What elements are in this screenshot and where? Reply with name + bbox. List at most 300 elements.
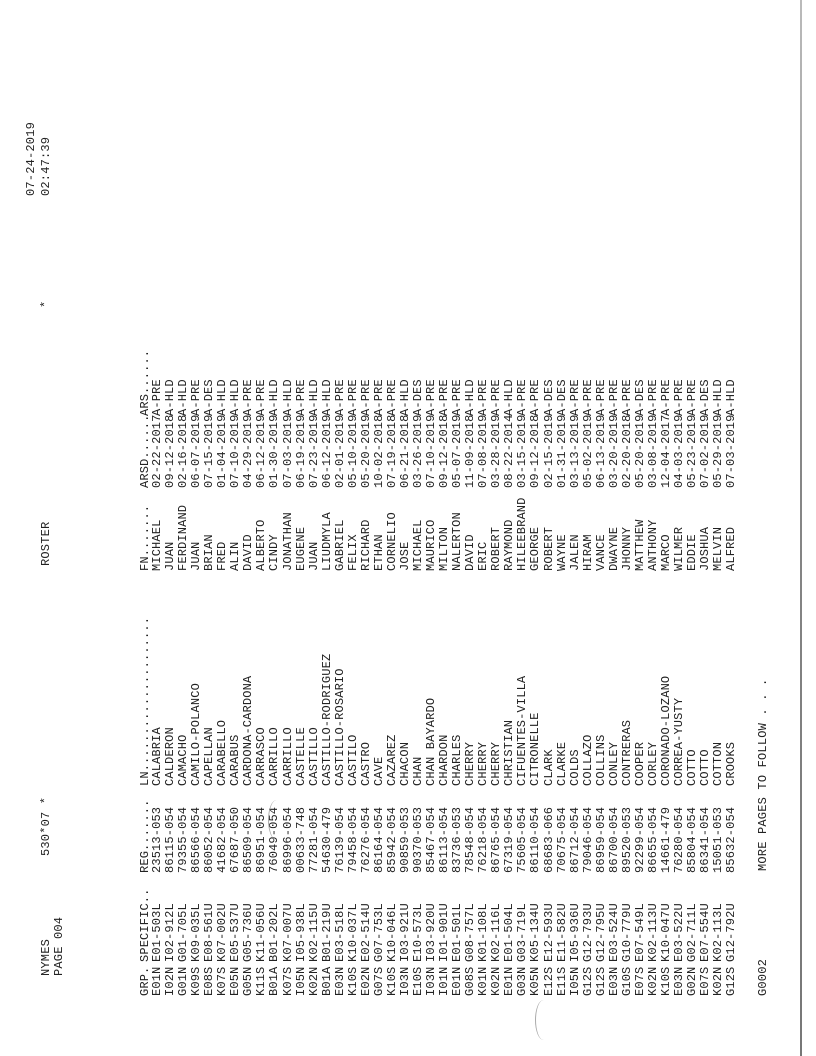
row-arsd-date: 09-12-2018 <box>528 414 542 488</box>
row-ars-status: A-PRE <box>241 379 255 416</box>
row-reg-number: 78548-054 <box>463 806 477 873</box>
row-group: G12S <box>581 966 595 996</box>
row-arsd-date: 05-02-2019 <box>581 414 595 488</box>
row-last-name: CHACON <box>398 741 412 786</box>
row-last-name: COTTO <box>685 749 699 786</box>
row-ars-status: A-DES <box>698 379 712 416</box>
row-specific: G05-736U <box>241 903 255 962</box>
row-group: K11S <box>254 966 268 996</box>
row-specific: K02-116L <box>489 903 503 962</box>
row-ars-status: A-DES <box>542 379 556 416</box>
row-arsd-date: 07-03-2019 <box>724 414 738 488</box>
row-first-name: FRED <box>215 541 229 571</box>
row-arsd-date: 10-02-2018 <box>372 414 386 488</box>
row-last-name: COLLAZO <box>581 734 595 786</box>
row-group: K10S <box>659 966 673 996</box>
row-arsd-date: 07-08-2019 <box>476 414 490 488</box>
row-ars-status: A-HLD <box>320 379 334 416</box>
row-group: B01A <box>320 966 334 996</box>
row-arsd-date: 06-13-2019 <box>594 414 608 488</box>
row-specific: E07-554U <box>698 903 712 962</box>
row-group: E12S <box>542 966 556 996</box>
row-specific: B01-219U <box>320 903 334 962</box>
row-specific: E02-514U <box>359 903 373 962</box>
row-first-name: JALEN <box>568 534 582 571</box>
row-group: G01N <box>176 966 190 996</box>
col-header-reg: REG....... <box>138 799 152 873</box>
row-group: E01N <box>150 966 164 996</box>
row-ars-status: A-HLD <box>502 379 516 416</box>
row-arsd-date: 11-09-2018 <box>463 414 477 488</box>
row-ars-status: A-PRE <box>568 379 582 416</box>
row-last-name: CALDERON <box>163 727 177 786</box>
row-arsd-date: 06-12-2019 <box>320 414 334 488</box>
row-first-name: MAURICO <box>424 519 438 571</box>
row-specific: I01-901U <box>437 903 451 962</box>
row-specific: G03-719L <box>515 903 529 962</box>
row-reg-number: 86700-054 <box>607 806 621 873</box>
row-ars-status: A-PRE <box>150 379 164 416</box>
row-arsd-date: 01-30-2019 <box>267 414 281 488</box>
row-group: G07S <box>372 966 386 996</box>
row-last-name: CHERRY <box>463 741 477 786</box>
row-reg-number: 79458-054 <box>346 806 360 873</box>
footer-more-pages: MORE PAGES TO FOLLOW . . . <box>756 678 770 871</box>
row-group: E03N <box>333 966 347 996</box>
row-group: G12S <box>594 966 608 996</box>
row-last-name: CHAN <box>411 756 425 786</box>
header-marker: * <box>39 300 53 308</box>
row-ars-status: A-PRE <box>385 379 399 416</box>
row-last-name: CONTRERAS <box>620 719 634 786</box>
row-group: K02N <box>711 966 725 996</box>
row-reg-number: 86164-054 <box>372 806 386 873</box>
row-arsd-date: 03-28-2019 <box>489 414 503 488</box>
row-last-name: CROOKS <box>724 741 738 786</box>
row-reg-number: 76218-054 <box>476 806 490 873</box>
row-last-name: CAMACHO <box>176 734 190 786</box>
row-arsd-date: 07-03-2019 <box>281 414 295 488</box>
row-group: E01N <box>502 966 516 996</box>
row-first-name: EUGENE <box>294 526 308 571</box>
row-last-name: CHARDON <box>437 734 451 786</box>
row-reg-number: 41682-054 <box>215 806 229 873</box>
row-group: E11S <box>555 966 569 996</box>
row-first-name: WAYNE <box>555 534 569 571</box>
row-ars-status: A-PRE <box>424 379 438 416</box>
row-first-name: ROBERT <box>542 526 556 571</box>
row-last-name: CASTRO <box>359 741 373 786</box>
row-reg-number: 75605-054 <box>515 806 529 873</box>
row-group: E05N <box>228 966 242 996</box>
row-reg-number: 86959-054 <box>594 806 608 873</box>
row-first-name: HILEEBRAND <box>515 497 529 571</box>
row-group: I05N <box>568 966 582 996</box>
row-specific: I03-921U <box>398 903 412 962</box>
row-first-name: BRIAN <box>202 534 216 571</box>
row-first-name: NALERTON <box>450 512 464 571</box>
row-specific: G10-779U <box>620 903 634 962</box>
row-specific: E01-503L <box>150 903 164 962</box>
row-first-name: RAYMOND <box>502 519 516 571</box>
row-first-name: MATTHEW <box>633 519 647 571</box>
row-arsd-date: 08-22-2014 <box>502 414 516 488</box>
col-header-ln: LN..................... <box>138 616 152 786</box>
row-arsd-date: 05-20-2019 <box>633 414 647 488</box>
row-last-name: CHERRY <box>489 741 503 786</box>
row-ars-status: A-PRE <box>254 379 268 416</box>
row-last-name: CASTILLO-RODRIGUEZ <box>320 653 334 786</box>
row-reg-number: 77281-054 <box>307 806 321 873</box>
row-group: E10S <box>411 966 425 996</box>
row-specific: E11-582U <box>555 903 569 962</box>
row-ars-status: A-PRE <box>450 379 464 416</box>
row-ars-status: A-HLD <box>463 379 477 416</box>
row-arsd-date: 09-12-2018 <box>163 414 177 488</box>
row-last-name: CHAN BAYARDO <box>424 697 438 786</box>
row-reg-number: 85467-054 <box>424 806 438 873</box>
row-last-name: CONLEY <box>607 741 621 786</box>
row-specific: K10-037L <box>346 903 360 962</box>
row-specific: K02-113U <box>646 903 660 962</box>
row-group: K02N <box>646 966 660 996</box>
row-specific: K05-134U <box>528 903 542 962</box>
row-reg-number: 79046-054 <box>581 806 595 873</box>
row-ars-status: A-HLD <box>267 379 281 416</box>
row-arsd-date: 09-12-2018 <box>437 414 451 488</box>
row-group: G02N <box>685 966 699 996</box>
row-first-name: MICHAEL <box>150 519 164 571</box>
row-reg-number: 86110-054 <box>528 806 542 873</box>
col-header-grp: GRP. <box>138 966 152 996</box>
row-group: I05N <box>294 966 308 996</box>
row-arsd-date: 03-20-2019 <box>607 414 621 488</box>
row-first-name: ANTHONY <box>646 519 660 571</box>
row-arsd-date: 06-12-2019 <box>254 414 268 488</box>
row-first-name: DWAYNE <box>607 526 621 571</box>
row-arsd-date: 04-29-2019 <box>241 414 255 488</box>
row-first-name: JUAN <box>163 541 177 571</box>
row-ars-status: A-PRE <box>646 379 660 416</box>
row-ars-status: A-PRE <box>359 379 373 416</box>
row-arsd-date: 12-04-2017 <box>659 414 673 488</box>
row-group: B01A <box>267 966 281 996</box>
row-last-name: CORREA-YUSTY <box>672 697 686 786</box>
scan-mark-right <box>535 1000 552 1040</box>
row-first-name: ETHAN <box>372 534 386 571</box>
row-first-name: JHONNY <box>620 526 634 571</box>
row-reg-number: 86996-054 <box>281 806 295 873</box>
row-group: E07S <box>698 966 712 996</box>
row-ars-status: A-DES <box>411 379 425 416</box>
row-last-name: CITRONELLE <box>528 712 542 786</box>
row-specific: G01-705L <box>176 903 190 962</box>
row-first-name: JOSE <box>398 541 412 571</box>
row-last-name: COTTON <box>711 741 725 786</box>
row-ars-status: A-PRE <box>189 379 203 416</box>
report-title: ROSTER <box>39 521 53 566</box>
row-last-name: CAZAREZ <box>385 734 399 786</box>
row-group: I02N <box>163 966 177 996</box>
row-last-name: CHRISTIAN <box>502 719 516 786</box>
row-ars-status: A-PRE <box>437 379 451 416</box>
row-first-name: JUAN <box>307 541 321 571</box>
row-ars-status: A-PRE <box>528 379 542 416</box>
row-group: K07S <box>215 966 229 996</box>
row-specific: K11-056U <box>254 903 268 962</box>
row-first-name: FELIX <box>346 534 360 571</box>
row-reg-number: 67687-050 <box>228 806 242 873</box>
scan-mark-left <box>268 800 285 840</box>
row-specific: K07-002U <box>215 903 229 962</box>
row-reg-number: 79355-054 <box>176 806 190 873</box>
row-reg-number: 00633-748 <box>294 806 308 873</box>
row-first-name: HIRAM <box>581 534 595 571</box>
row-reg-number: 86765-054 <box>489 806 503 873</box>
row-arsd-date: 04-03-2019 <box>672 414 686 488</box>
row-first-name: GABRIEL <box>333 519 347 571</box>
row-ars-status: A-HLD <box>711 379 725 416</box>
row-last-name: CARDONA-CARDONA <box>241 675 255 786</box>
row-last-name: CARRASCO <box>254 727 268 786</box>
row-last-name: CAVE <box>372 756 386 786</box>
row-reg-number: 86115-054 <box>163 806 177 873</box>
row-arsd-date: 07-10-2019 <box>424 414 438 488</box>
row-first-name: EDDIE <box>685 534 699 571</box>
row-ars-status: A-HLD <box>163 379 177 416</box>
row-group: K01N <box>476 966 490 996</box>
row-last-name: CORONADO-LOZANO <box>659 675 673 786</box>
row-ars-status: A-PRE <box>476 379 490 416</box>
row-last-name: CHARLES <box>450 734 464 786</box>
row-specific: E03-522U <box>672 903 686 962</box>
row-first-name: ROBERT <box>489 526 503 571</box>
row-reg-number: 86655-054 <box>646 806 660 873</box>
row-arsd-date: 03-15-2019 <box>515 414 529 488</box>
row-reg-number: 76139-054 <box>333 806 347 873</box>
row-group: E01N <box>450 966 464 996</box>
row-last-name: CAMILO-POLANCO <box>189 683 203 786</box>
row-reg-number: 89520-053 <box>620 806 634 873</box>
row-first-name: RICHARD <box>359 519 373 571</box>
row-arsd-date: 05-07-2019 <box>450 414 464 488</box>
col-header-ars: ARS...... <box>138 349 152 416</box>
row-ars-status: A-PRE <box>372 379 386 416</box>
row-specific: I02-912L <box>163 903 177 962</box>
row-first-name: GEORGE <box>528 526 542 571</box>
row-reg-number: 68683-066 <box>542 806 556 873</box>
row-arsd-date: 06-21-2018 <box>398 414 412 488</box>
row-arsd-date: 05-10-2019 <box>346 414 360 488</box>
row-last-name: CARABUS <box>228 734 242 786</box>
row-reg-number: 90859-053 <box>398 806 412 873</box>
row-specific: B01-202L <box>267 903 281 962</box>
row-specific: E01-501L <box>450 903 464 962</box>
row-group: I03N <box>424 966 438 996</box>
row-specific: E07-549L <box>633 903 647 962</box>
row-specific: G12-793U <box>581 903 595 962</box>
row-specific: E05-537U <box>228 903 242 962</box>
row-group: E02N <box>359 966 373 996</box>
row-first-name: FERDINAND <box>176 504 190 571</box>
row-reg-number: 54630-479 <box>320 806 334 873</box>
row-first-name: VANCE <box>594 534 608 571</box>
row-specific: K07-007U <box>281 903 295 962</box>
row-reg-number: 15051-053 <box>711 806 725 873</box>
row-first-name: MELVIN <box>711 526 725 571</box>
row-last-name: COLLINS <box>594 734 608 786</box>
row-ars-status: A-HLD <box>307 379 321 416</box>
row-specific: K02-113L <box>711 903 725 962</box>
row-group: I01N <box>437 966 451 996</box>
row-last-name: CHERRY <box>476 741 490 786</box>
row-last-name: CASTILLO <box>307 727 321 786</box>
row-arsd-date: 05-20-2019 <box>359 414 373 488</box>
row-reg-number: 86341-054 <box>698 806 712 873</box>
row-group: G05N <box>241 966 255 996</box>
row-reg-number: 70675-054 <box>555 806 569 873</box>
row-first-name: DAVID <box>241 534 255 571</box>
row-ars-status: A-PRE <box>489 379 503 416</box>
row-specific: G12-795U <box>594 903 608 962</box>
row-ars-status: A-PRE <box>607 379 621 416</box>
row-reg-number: 85804-054 <box>685 806 699 873</box>
row-group: K05N <box>528 966 542 996</box>
row-group: G03N <box>515 966 529 996</box>
col-header-arsd: ARSD...... <box>138 414 152 488</box>
row-ars-status: A-HLD <box>398 379 412 416</box>
row-arsd-date: 06-07-2019 <box>189 414 203 488</box>
job-id: 530*07 * <box>39 796 53 856</box>
row-specific: I05-938L <box>294 903 308 962</box>
row-arsd-date: 02-20-2018 <box>620 414 634 488</box>
row-reg-number: 83736-053 <box>450 806 464 873</box>
row-arsd-date: 07-02-2019 <box>698 414 712 488</box>
row-group: K02N <box>489 966 503 996</box>
row-first-name: DAVID <box>463 534 477 571</box>
row-specific: E10-573L <box>411 903 425 962</box>
row-arsd-date: 07-23-2019 <box>307 414 321 488</box>
row-last-name: CAPELLAN <box>202 727 216 786</box>
row-specific: E03-518L <box>333 903 347 962</box>
row-ars-status: A-PRE <box>594 379 608 416</box>
row-first-name: LIUDMYLA <box>320 512 334 571</box>
row-specific: K10-046L <box>385 903 399 962</box>
row-ars-status: A-PRE <box>620 379 634 416</box>
row-group: E07S <box>633 966 647 996</box>
row-reg-number: 76276-054 <box>359 806 373 873</box>
row-arsd-date: 02-15-2019 <box>542 414 556 488</box>
row-last-name: CARRILLO <box>267 727 281 786</box>
col-header-fn: FN....... <box>138 504 152 571</box>
row-ars-status: A-PRE <box>346 379 360 416</box>
row-arsd-date: 03-13-2019 <box>568 414 582 488</box>
row-reg-number: 86712-054 <box>568 806 582 873</box>
row-reg-number: 85942-054 <box>385 806 399 873</box>
row-ars-status: A-HLD <box>724 379 738 416</box>
row-reg-number: 86951-054 <box>254 806 268 873</box>
row-group: K10S <box>346 966 360 996</box>
row-ars-status: A-PRE <box>659 379 673 416</box>
row-ars-status: A-PRE <box>515 379 529 416</box>
row-ars-status: A-HLD <box>228 379 242 416</box>
row-group: E03N <box>607 966 621 996</box>
row-last-name: COTTO <box>698 749 712 786</box>
row-reg-number: 92299-054 <box>633 806 647 873</box>
row-ars-status: A-PRE <box>672 379 686 416</box>
row-group: I03N <box>398 966 412 996</box>
row-first-name: JUAN <box>189 541 203 571</box>
row-reg-number: 86509-054 <box>241 806 255 873</box>
row-specific: G12-792U <box>724 903 738 962</box>
row-first-name: ALIN <box>228 541 242 571</box>
row-group: K09S <box>189 966 203 996</box>
row-first-name: MARCO <box>659 534 673 571</box>
row-arsd-date: 03-08-2019 <box>646 414 660 488</box>
row-ars-status: A-PRE <box>581 379 595 416</box>
row-specific: G02-711L <box>685 903 699 962</box>
row-ars-status: A-PRE <box>685 379 699 416</box>
row-arsd-date: 07-19-2018 <box>385 414 399 488</box>
row-last-name: CIFUENTES-VILLA <box>515 675 529 786</box>
scan-edge-line <box>800 0 802 1056</box>
row-last-name: COOPER <box>633 741 647 786</box>
row-last-name: CASTILLO-ROSARIO <box>333 668 347 786</box>
row-group: G08S <box>463 966 477 996</box>
row-specific: I03-920U <box>424 903 438 962</box>
row-last-name: CORLEY <box>646 741 660 786</box>
row-last-name: CLARKE <box>555 741 569 786</box>
row-last-name: CASTILO <box>346 734 360 786</box>
row-reg-number: 76049-054 <box>267 806 281 873</box>
page-number: PAGE 004 <box>52 916 66 976</box>
row-last-name: CASTELLE <box>294 727 308 786</box>
row-specific: K09-035L <box>189 903 203 962</box>
row-reg-number: 90370-053 <box>411 806 425 873</box>
row-arsd-date: 02-22-2017 <box>150 414 164 488</box>
row-specific: K01-108L <box>476 903 490 962</box>
row-first-name: JONATHAN <box>281 512 295 571</box>
row-group: G10S <box>620 966 634 996</box>
row-reg-number: 86113-054 <box>437 806 451 873</box>
row-arsd-date: 01-04-2019 <box>215 414 229 488</box>
row-reg-number: 14661-479 <box>659 806 673 873</box>
row-group: E03N <box>672 966 686 996</box>
row-first-name: JOSHUA <box>698 526 712 571</box>
row-last-name: CLARK <box>542 749 556 786</box>
row-specific: G08-757L <box>463 903 477 962</box>
row-ars-status: A-DES <box>633 379 647 416</box>
row-arsd-date: 03-26-2019 <box>411 414 425 488</box>
row-arsd-date: 06-19-2019 <box>294 414 308 488</box>
report-date: 07-24-2019 <box>24 121 38 196</box>
row-specific: I05-936U <box>568 903 582 962</box>
report-time: 02:47:39 <box>39 136 53 196</box>
row-reg-number: 86052-054 <box>202 806 216 873</box>
row-arsd-date: 02-01-2019 <box>333 414 347 488</box>
row-first-name: MICHAEL <box>411 519 425 571</box>
row-arsd-date: 07-10-2019 <box>228 414 242 488</box>
row-arsd-date: 05-29-2019 <box>711 414 725 488</box>
row-reg-number: 23513-053 <box>150 806 164 873</box>
row-ars-status: A-HLD <box>176 379 190 416</box>
row-reg-number: 86566-054 <box>189 806 203 873</box>
system-name: NYMES <box>39 938 53 976</box>
row-last-name: COLDS <box>568 749 582 786</box>
col-header-specific: SPECIFIC.. <box>138 888 152 962</box>
row-first-name: ERIC <box>476 541 490 571</box>
row-group: K10S <box>385 966 399 996</box>
